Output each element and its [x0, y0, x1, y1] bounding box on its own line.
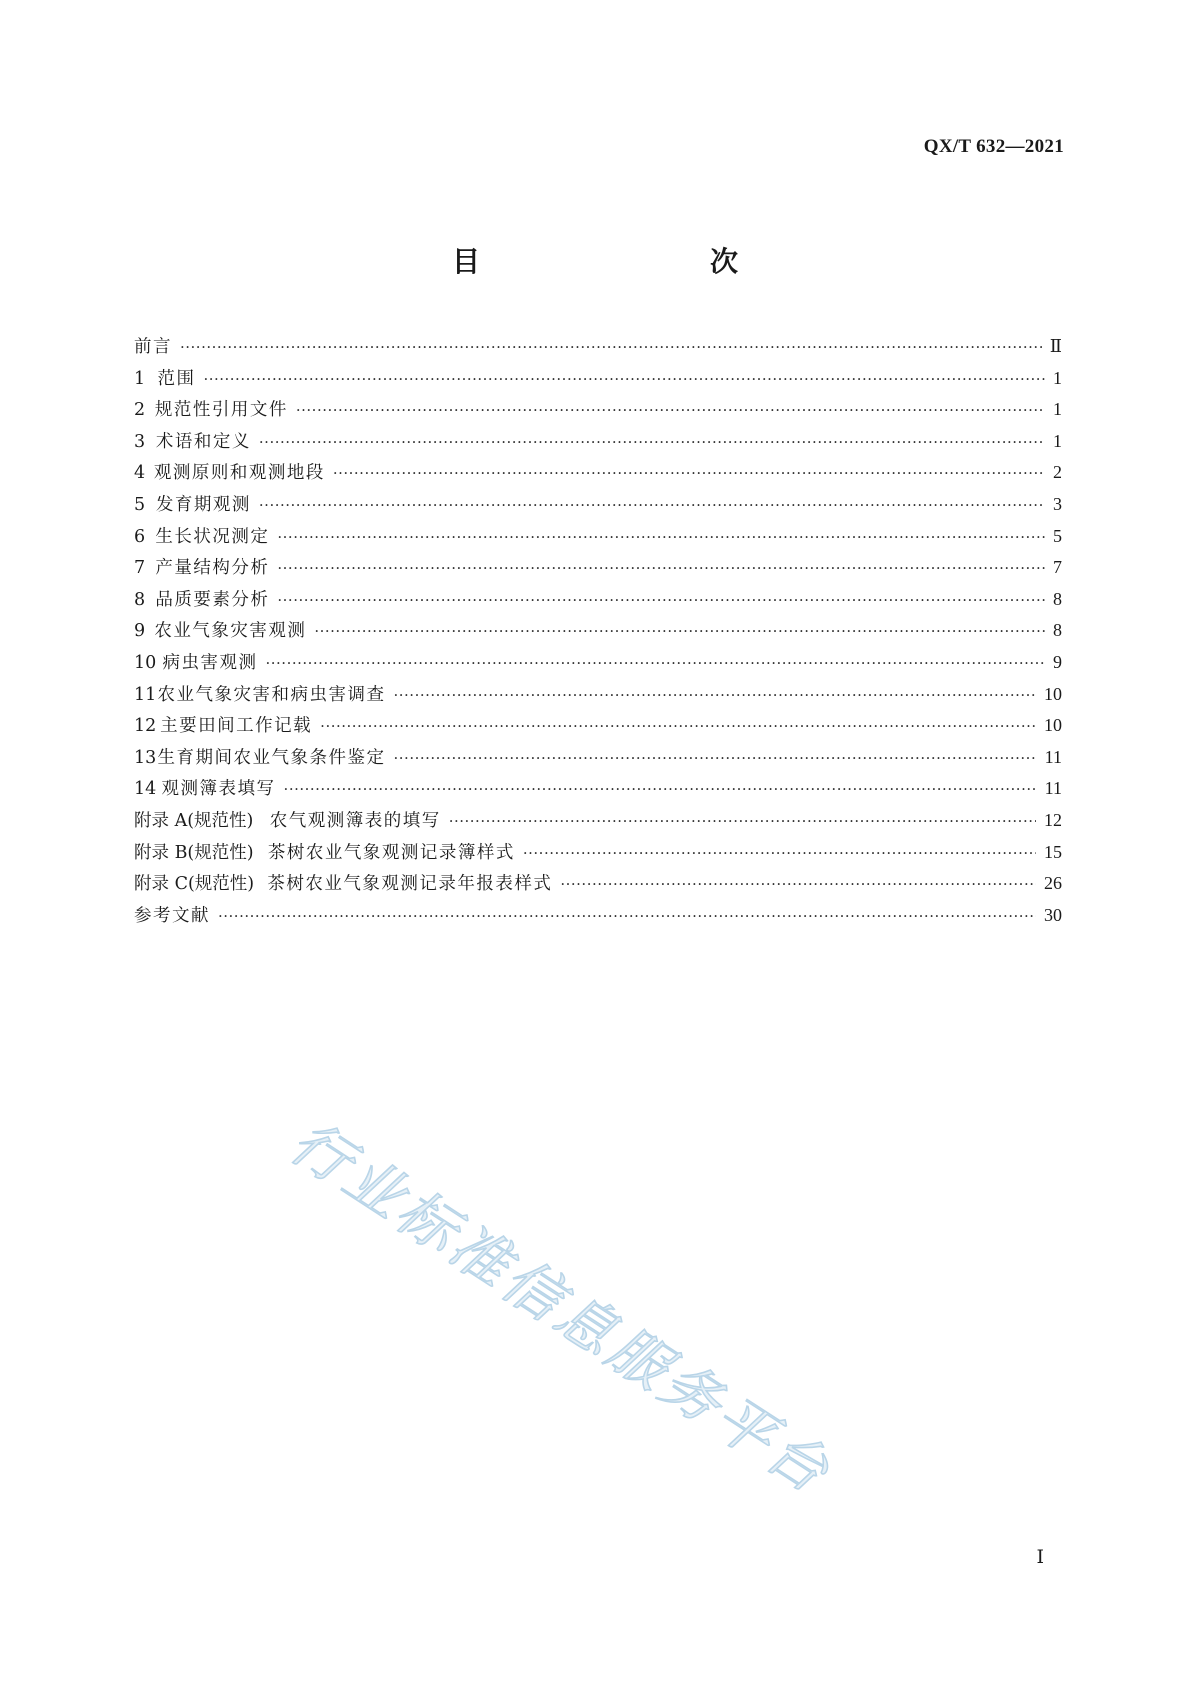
dot-leader: [314, 622, 1045, 640]
toc-entry-13[interactable]: [134, 744, 1062, 776]
page-title: 目 次: [451, 245, 796, 278]
toc-label: 茶树农业气象观测记录簿样式: [267, 842, 515, 863]
toc-page: 11: [1044, 778, 1062, 799]
toc-label: 发育期观测: [155, 494, 251, 515]
toc-entry-4[interactable]: [134, 459, 1062, 491]
standard-number: QX/T 632—2021: [923, 136, 1064, 157]
toc-label: 观测簿表填写: [161, 779, 276, 800]
toc-number: 14: [134, 779, 157, 800]
toc-entry-appendix-a[interactable]: [134, 807, 1062, 839]
dot-leader: [259, 433, 1045, 451]
dot-leader: [218, 907, 1036, 925]
dot-leader: [203, 370, 1045, 388]
dot-leader: [277, 591, 1045, 609]
toc-label: 农气观测簿表的填写: [269, 810, 441, 831]
toc-label: 范围: [157, 368, 196, 389]
toc-number: 1: [134, 368, 146, 389]
toc-label: 参考文献: [134, 905, 210, 926]
toc-entry-appendix-b[interactable]: [134, 839, 1062, 871]
dot-leader: [449, 812, 1036, 830]
toc-label: 农业气象灾害和病虫害调查: [157, 684, 386, 705]
toc-page: 3: [1053, 493, 1062, 514]
dot-leader: [277, 559, 1045, 577]
toc-number: 12: [134, 716, 157, 737]
toc-page: 10: [1044, 683, 1062, 704]
toc-page: 30: [1044, 904, 1062, 925]
toc-appendix-number: 附录 A(规范性): [134, 810, 254, 831]
toc-label: 生长状况测定: [155, 526, 270, 547]
dot-leader: [296, 401, 1045, 419]
toc-page: 8: [1053, 588, 1062, 609]
dot-leader: [394, 686, 1037, 704]
toc-entry-12[interactable]: [134, 712, 1062, 744]
toc-number: 4: [134, 463, 146, 484]
toc-entry-6[interactable]: [134, 523, 1062, 555]
toc-label: 前言: [134, 337, 172, 357]
toc-number: 13: [134, 747, 157, 768]
toc-label: 规范性引用文件: [154, 400, 288, 421]
toc-page: 15: [1044, 841, 1062, 862]
toc-number: 5: [134, 494, 146, 515]
toc-number: 3: [134, 431, 146, 452]
dot-leader: [180, 338, 1042, 356]
toc-entry-references[interactable]: [134, 902, 1062, 934]
toc-number: 8: [134, 589, 146, 610]
toc-label: 主要田间工作记载: [160, 716, 313, 737]
toc-label: 农业气象灾害观测: [154, 621, 307, 642]
toc-page: 26: [1044, 873, 1062, 894]
toc-page: 7: [1053, 557, 1062, 578]
toc-label: 茶树农业气象观测记录年报表样式: [267, 874, 553, 895]
dot-leader: [284, 780, 1037, 798]
toc-entry-11[interactable]: [134, 681, 1062, 713]
page-number: Ⅰ: [1036, 1547, 1044, 1568]
toc-number: 7: [134, 558, 146, 579]
toc-label: 术语和定义: [155, 431, 251, 452]
watermark-text: 行业标准信息服务平台: [278, 1107, 845, 1508]
toc-number: 11: [134, 684, 157, 705]
dot-leader: [523, 844, 1036, 862]
dot-leader: [560, 875, 1036, 893]
toc-label: 生育期间农业气象条件鉴定: [157, 747, 386, 768]
toc-appendix-number: 附录 C(规范性): [134, 874, 255, 895]
toc-page: 9: [1053, 651, 1062, 672]
table-of-contents: [134, 333, 1062, 933]
dot-leader: [333, 464, 1045, 482]
toc-label: 病虫害观测: [162, 652, 258, 673]
toc-label: 品质要素分析: [155, 589, 270, 610]
toc-entry-3[interactable]: [134, 428, 1062, 460]
toc-entry-10[interactable]: [134, 649, 1062, 681]
toc-entry-9[interactable]: [134, 617, 1062, 649]
toc-page: 8: [1053, 620, 1062, 641]
toc-number: 9: [134, 621, 146, 642]
toc-page: Ⅱ: [1049, 336, 1062, 356]
toc-number: 10: [134, 652, 157, 673]
toc-appendix-number: 附录 B(规范性): [134, 842, 254, 863]
dot-leader: [320, 717, 1036, 735]
toc-number: 2: [134, 400, 146, 421]
toc-entry-14[interactable]: [134, 775, 1062, 807]
toc-entry-foreword[interactable]: [134, 333, 1062, 365]
toc-entry-2[interactable]: [134, 396, 1062, 428]
toc-page: 10: [1044, 715, 1062, 736]
toc-page: 5: [1053, 525, 1062, 546]
toc-label: 观测原则和观测地段: [153, 463, 325, 484]
toc-entry-1[interactable]: [134, 365, 1062, 397]
toc-page: 1: [1053, 430, 1062, 451]
toc-entry-appendix-c[interactable]: [134, 870, 1062, 902]
toc-label: 产量结构分析: [155, 558, 270, 579]
toc-page: 12: [1044, 809, 1062, 830]
toc-page: 11: [1044, 746, 1062, 767]
toc-page: 1: [1053, 367, 1062, 388]
toc-entry-7[interactable]: [134, 554, 1062, 586]
toc-page: 1: [1053, 399, 1062, 420]
toc-page: 2: [1053, 462, 1062, 483]
toc-number: 6: [134, 526, 146, 547]
dot-leader: [277, 528, 1045, 546]
toc-entry-8[interactable]: [134, 586, 1062, 618]
dot-leader: [266, 654, 1046, 672]
dot-leader: [394, 749, 1037, 767]
dot-leader: [259, 496, 1045, 514]
toc-entry-5[interactable]: [134, 491, 1062, 523]
